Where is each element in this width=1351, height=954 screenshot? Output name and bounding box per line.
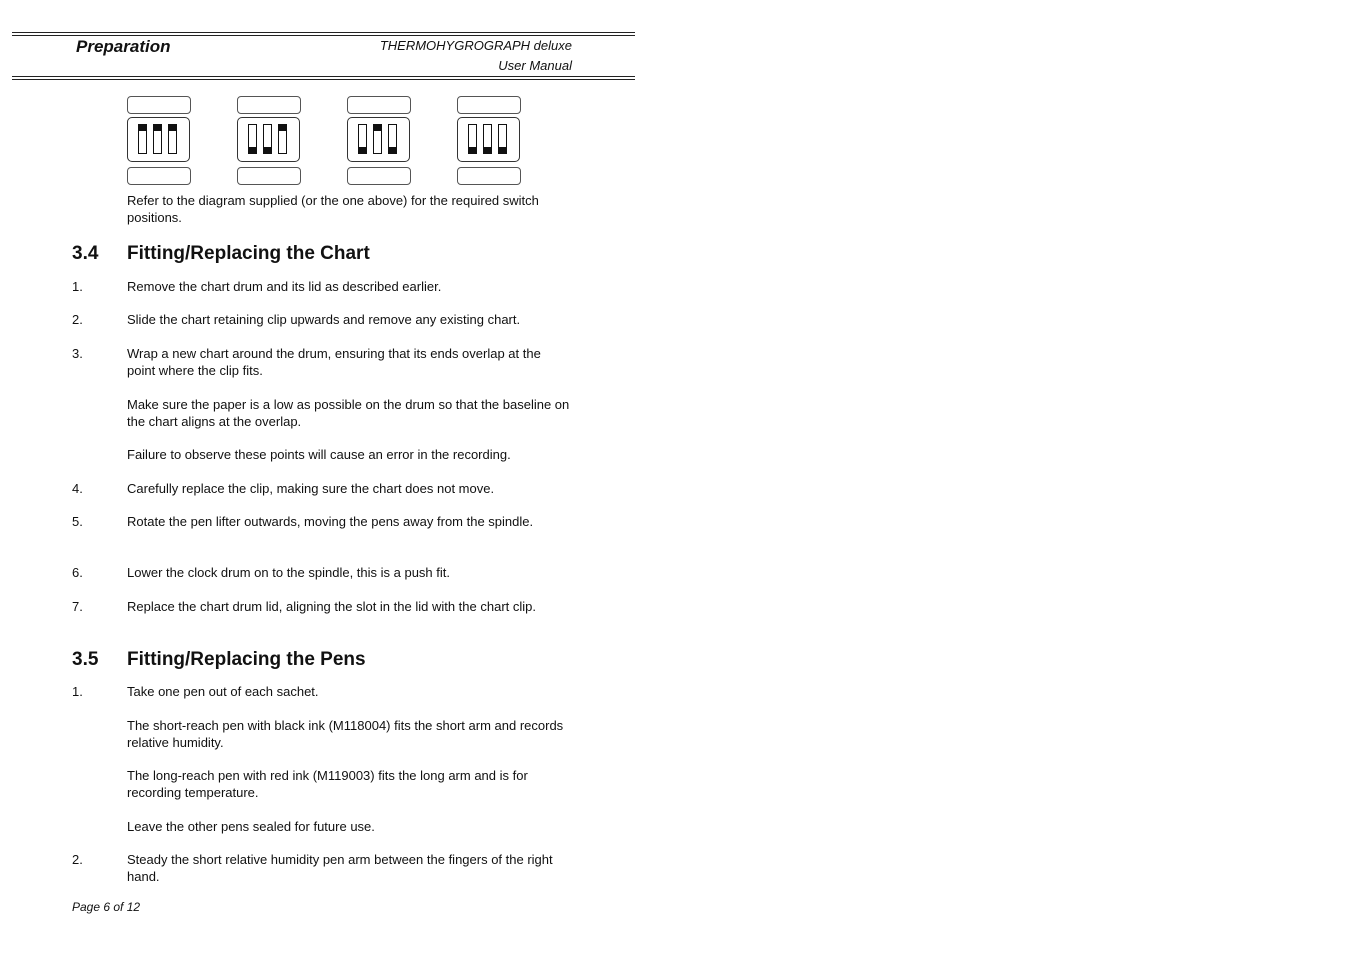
step-text: Remove the chart drum and its lid as described earlier. (127, 279, 442, 294)
dip-switch-down (263, 124, 272, 154)
step-text: Carefully replace the clip, making sure the chart does not move. (127, 481, 495, 496)
switch-body (127, 117, 190, 162)
step-text: The long-reach pen with red ink (M119003) fits the long arm and is for recording temperature. (127, 768, 528, 800)
dip-switch-down (248, 124, 257, 154)
switch-knob (389, 147, 396, 153)
step-number: 2. (72, 852, 83, 867)
intro-text: Refer to the diagram supplied (or the one above) for the required switch positions. (127, 193, 539, 225)
header-doc-type: User Manual (498, 58, 572, 73)
switch-setting-4 (457, 96, 521, 186)
header-rule-bottom (12, 76, 635, 77)
dip-switch-down (388, 124, 397, 154)
step-text: Replace the chart drum lid, aligning the slot in the lid with the chart clip. (127, 599, 536, 614)
page-number: Page 6 of 12 (72, 900, 141, 914)
header-document-title (360, 36, 572, 76)
step-text: Slide the chart retaining clip upwards and remove any existing chart. (127, 312, 521, 327)
section-34-title: Fitting/Replacing the Chart (127, 243, 370, 264)
switch-cover-bottom (457, 167, 521, 185)
switch-knob (169, 125, 176, 131)
dip-switch-down (498, 124, 507, 154)
step-number: 5. (72, 514, 83, 529)
dip-switch-up (138, 124, 147, 154)
switch-body (457, 117, 520, 162)
dip-switch-up (153, 124, 162, 154)
step-number: 1. (72, 684, 83, 699)
dip-switch-up (278, 124, 287, 154)
step-text: Failure to observe these points will cause an error in the recording. (127, 447, 511, 462)
switch-cover-top (237, 96, 301, 114)
header-rule-bottom-2 (12, 79, 635, 80)
step-text: The short-reach pen with black ink (M118004) fits the short arm and records relative humidity. (127, 718, 564, 750)
step-text: Steady the short relative humidity pen arm between the fingers of the right hand. (127, 852, 553, 884)
dip-switch-down (358, 124, 367, 154)
switch-cover-bottom (237, 167, 301, 185)
switch-knob (264, 147, 271, 153)
step-number: 4. (72, 481, 83, 496)
dip-switch-diagram (127, 96, 527, 186)
switch-cover-top (347, 96, 411, 114)
header-product-name: THERMOHYGROGRAPH deluxe (379, 38, 572, 53)
section-35-number: 3.5 (72, 649, 99, 670)
dip-switch-down (468, 124, 477, 154)
switch-knob (249, 147, 256, 153)
step-text: Take one pen out of each sachet. (127, 684, 319, 699)
switch-cover-bottom (347, 167, 411, 185)
step-text: Rotate the pen lifter outwards, moving the pens away from the spindle. (127, 514, 534, 529)
step-number: 2. (72, 312, 83, 327)
header-section-title: Preparation (76, 37, 171, 56)
step-text: Lower the clock drum on to the spindle, this is a push fit. (127, 565, 451, 580)
step-number: 3. (72, 346, 83, 361)
switch-cover-top (457, 96, 521, 114)
switch-knob (139, 125, 146, 131)
switch-setting-3 (347, 96, 411, 186)
switch-body (237, 117, 300, 162)
switch-knob (484, 147, 491, 153)
switch-cover-top (127, 96, 191, 114)
step-text: Wrap a new chart around the drum, ensuring that its ends overlap at the point where the clip fits. (127, 346, 541, 378)
dip-switch-up (168, 124, 177, 154)
switch-knob (279, 125, 286, 131)
switch-cover-bottom (127, 167, 191, 185)
dip-switch-up (373, 124, 382, 154)
section-35-title: Fitting/Replacing the Pens (127, 649, 366, 670)
switch-knob (499, 147, 506, 153)
step-number: 7. (72, 599, 83, 614)
dip-switch-down (483, 124, 492, 154)
section-34-number: 3.4 (72, 243, 99, 264)
switch-body (347, 117, 410, 162)
switch-knob (359, 147, 366, 153)
header-rule-top (12, 32, 635, 33)
step-text: Make sure the paper is a low as possible on the drum so that the baseline on the chart aligns at the overlap. (127, 397, 570, 429)
switch-setting-1 (127, 96, 191, 186)
switch-setting-2 (237, 96, 301, 186)
switch-knob (154, 125, 161, 131)
switch-knob (469, 147, 476, 153)
switch-knob (374, 125, 381, 131)
step-text: Leave the other pens sealed for future use. (127, 819, 375, 834)
step-number: 1. (72, 279, 83, 294)
step-number: 6. (72, 565, 83, 580)
